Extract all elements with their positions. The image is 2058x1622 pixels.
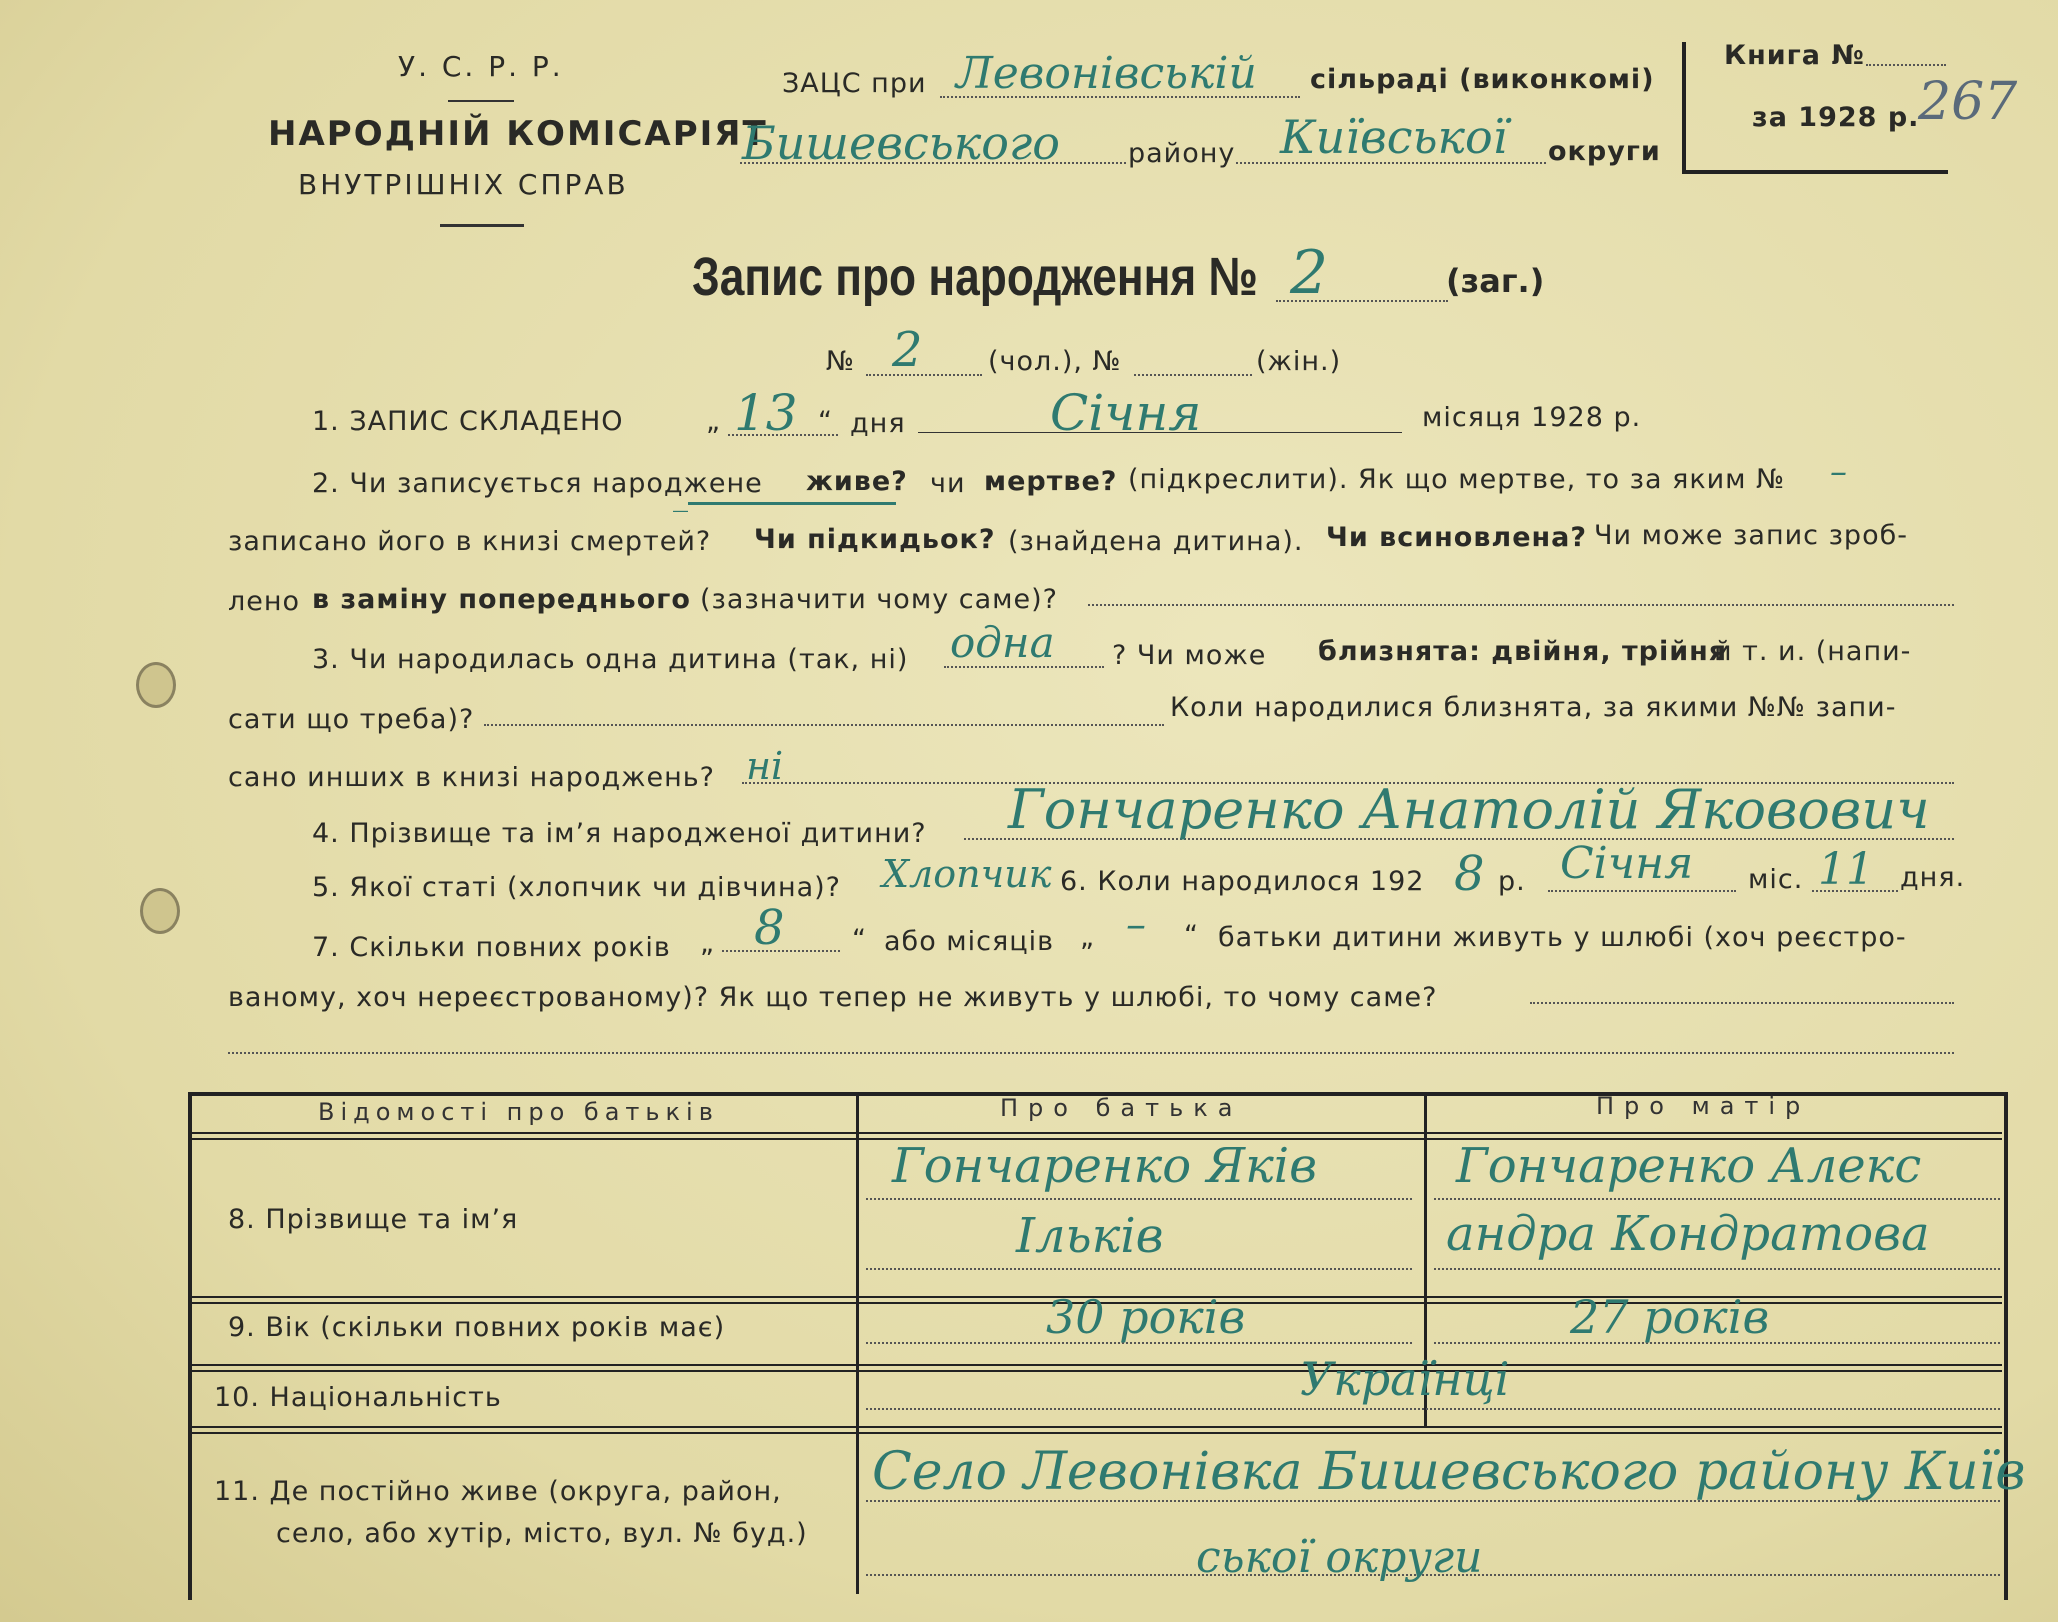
fill-line xyxy=(866,374,982,376)
book-label: Книга № xyxy=(1724,40,1865,71)
commissariat-title: НАРОДНІЙ КОМІСАРІЯТ xyxy=(268,114,768,154)
q2-line1b: чи xyxy=(930,468,966,499)
q2-line2c: (знайдена дитина). xyxy=(1008,526,1304,557)
table-header-parents: Відомості про батьків xyxy=(318,1098,719,1126)
header-divider xyxy=(448,100,514,102)
q7-tail: батьки дитини живуть у шлюбі (хоч реєстро- xyxy=(1218,922,1907,953)
q6-year-digit: 8 xyxy=(1454,846,1485,902)
fill-line xyxy=(1548,890,1736,892)
residence-line1: Село Левонівка Бишевського району Київ xyxy=(872,1442,2026,1502)
q2-line3a: лено xyxy=(228,586,301,617)
commissariat-subtitle: ВНУТРІШНІХ СПРАВ xyxy=(298,168,629,201)
female-label: (жін.) xyxy=(1256,346,1342,377)
q2-live-option: живе? xyxy=(806,466,908,497)
row-label-residence-1: 11. Де постійно живе (округа, район, xyxy=(214,1476,782,1507)
q7-close-quote: “ xyxy=(852,924,867,955)
residence-line2: ської округи xyxy=(1196,1532,1483,1583)
row-label-age: 9. Вік (скільки повних років має) xyxy=(228,1312,726,1343)
fill-line xyxy=(1134,374,1252,376)
ussr-label: У. С. Р. Р. xyxy=(398,50,564,83)
fill-line xyxy=(1530,1002,1954,1004)
answer-underline xyxy=(688,502,896,505)
book-year: за 1928 р. xyxy=(1752,102,1920,133)
no-label: № xyxy=(826,346,856,377)
fill-line xyxy=(228,1052,1954,1054)
q2-adopted: Чи всиновлена? xyxy=(1326,522,1588,553)
fill-line xyxy=(866,1268,1412,1270)
row-label-name: 8. Прізвище та ім’я xyxy=(228,1204,519,1235)
q7-years: 8 xyxy=(754,900,785,956)
row-label-nationality: 10. Національність xyxy=(214,1382,502,1413)
raion-name: Бишевського xyxy=(742,116,1060,170)
table-header-mother: Про матір xyxy=(1596,1092,1811,1120)
table-divider xyxy=(856,1094,859,1594)
council-label: сільраді (виконкомі) xyxy=(1310,64,1655,95)
fill-line xyxy=(484,724,1164,726)
mother-name-line1: Гончаренко Алекс xyxy=(1456,1138,1922,1194)
fill-line xyxy=(1434,1268,2000,1270)
father-name-line1: Гончаренко Яків xyxy=(892,1138,1318,1194)
q5-label: 5. Якої статі (хлопчик чи дівчина)? xyxy=(312,872,842,903)
fill-line xyxy=(866,1408,2000,1410)
male-label: (чол.), № xyxy=(988,346,1122,377)
q1-close-quote: “ xyxy=(818,406,833,437)
q6-year-suffix: р. xyxy=(1498,866,1526,897)
q3-line3a: сано инших в книзі народжень? xyxy=(228,762,715,793)
q2-line1c: (підкреслити). Як що мертве, то за яким № xyxy=(1128,464,1786,495)
q7-open-quote: „ xyxy=(700,928,715,959)
raion-label: району xyxy=(1128,138,1236,169)
punch-hole xyxy=(136,662,176,708)
row-label-residence-2: село, або хутір, місто, вул. № буд.) xyxy=(276,1518,808,1549)
record-suffix: (заг.) xyxy=(1446,262,1545,300)
mother-age: 27 років xyxy=(1570,1290,1770,1344)
record-number: 2 xyxy=(1290,238,1329,308)
q3-line2b: Коли народилися близнята, за якими №№ запи- xyxy=(1170,692,1897,723)
q6-label: 6. Коли народилося 192 xyxy=(1060,866,1425,897)
father-age: 30 років xyxy=(1046,1290,1246,1344)
q3-line1b: ? Чи може xyxy=(1112,640,1267,671)
zats-label: ЗАЦС при xyxy=(782,68,927,99)
table-divider xyxy=(190,1426,2002,1434)
q7-open-quote: „ xyxy=(1080,922,1095,953)
record-title: Запис про народження № xyxy=(692,247,1258,307)
q4-label: 4. Прізвище та ім’я народженої дитини? xyxy=(312,818,927,849)
fill-line xyxy=(866,1198,1412,1200)
father-name-line2: Ільків xyxy=(1016,1208,1164,1264)
q2-dead-option: мертве? xyxy=(984,466,1118,497)
q2-line2a: записано його в книзі смертей? xyxy=(228,526,712,557)
q3-line3-answer: ні xyxy=(746,744,784,788)
q1-month: Січня xyxy=(1050,384,1202,442)
table-header-father: Про батька xyxy=(1000,1094,1243,1122)
q2-dash: – xyxy=(1830,452,1847,492)
q1-open-quote: „ xyxy=(706,406,721,437)
q4-child-name: Гончаренко Анатолій Яковович xyxy=(1008,778,1930,841)
q1-suffix: місяця 1928 р. xyxy=(1422,402,1642,433)
male-record-number: 2 xyxy=(892,322,923,378)
okruha-label: округи xyxy=(1548,136,1661,167)
q7-months-label: або місяців xyxy=(884,926,1055,957)
q2-line3c: (зазначити чому саме)? xyxy=(700,584,1058,615)
fill-line xyxy=(1866,64,1946,66)
q6-month-label: міс. xyxy=(1748,864,1804,895)
q7-label: 7. Скільки повних років xyxy=(312,932,671,963)
q2-line1a: 2. Чи записується народжене xyxy=(312,468,763,499)
q3-line1a: 3. Чи народилась одна дитина (так, ні) xyxy=(312,644,909,675)
q1-label: 1. ЗАПИС СКЛАДЕНО xyxy=(312,406,624,437)
q6-month: Січня xyxy=(1560,838,1694,889)
q2-line2e: Чи може запис зроб- xyxy=(1594,520,1908,551)
q5-sex: Хлопчик xyxy=(882,852,1052,896)
punch-hole xyxy=(140,888,180,934)
q1-day: 13 xyxy=(734,384,798,442)
fill-line xyxy=(1088,604,1954,606)
q7-months: – xyxy=(1126,902,1146,948)
parents-nationality: Українці xyxy=(1300,1352,1510,1406)
q2-replacement: в заміну попереднього xyxy=(312,584,691,615)
mother-name-line2: андра Кондратова xyxy=(1446,1206,1930,1262)
village-name: Левонівській xyxy=(956,48,1257,99)
q1-day-label: дня xyxy=(850,408,906,439)
fill-line xyxy=(1434,1198,2000,1200)
q6-day: 11 xyxy=(1818,844,1874,895)
table-divider xyxy=(190,1364,2002,1372)
q7-line2: ваному, хоч нереєстрованому)? Як що тепер не живуть у шлюбі, то чому саме? xyxy=(228,982,1438,1013)
q2-foundling: Чи підкидьок? xyxy=(754,524,996,555)
q3-line2a: сати що треба)? xyxy=(228,704,475,735)
q3-answer: одна xyxy=(950,618,1055,667)
header-divider xyxy=(440,224,524,227)
book-number: 267 xyxy=(1918,72,2018,132)
q3-twins: близнята: двійня, трійня xyxy=(1318,636,1728,667)
q3-line1d: й т. и. (напи- xyxy=(1714,636,1912,667)
q6-day-label: дня. xyxy=(1900,862,1966,893)
q7-close-quote: “ xyxy=(1184,920,1199,951)
okruha-name: Київської xyxy=(1280,110,1508,164)
